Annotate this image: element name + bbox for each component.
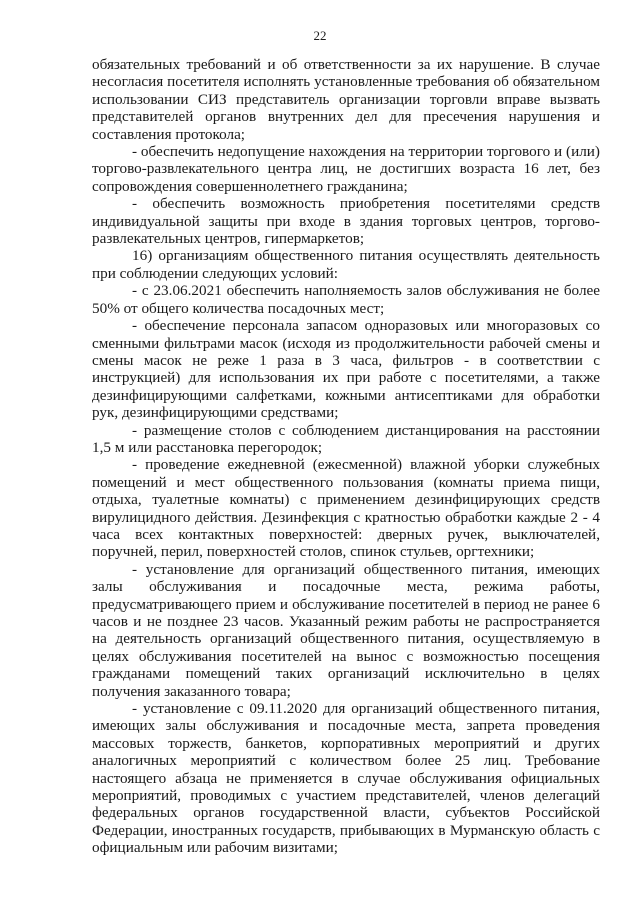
paragraph-bullet-tables: - размещение столов с соблюдением дистанцирования на расстоянии 1,5 м или расстановка перегородок; — [92, 421, 600, 456]
paragraph-bullet-cleaning: - проведение ежедневной (ежесменной) влажной уборки служебных помещений и мест общественного пользования (комнаты приема пищи, отдыха, туалетные комнаты) с применением дезинфицирующих средств вирулицидного действия. Дезинфекция с кратностью обработки каждые 2 - 4 часа всех контактных поверхностей: дверных ручек, выключателей, поручней, перил, поверхностей столов, спинок стульев, оргтехники; — [92, 456, 600, 561]
document-body — [92, 56, 600, 857]
paragraph-continuation: обязательных требований и об ответственности за их нарушение. В случае несогласия посетителя исполнять установленные требования об обязательном использовании СИЗ представитель организации торговли вправе вызвать представителей органов внутренних дел для пресечения нарушения и составления протокола; — [92, 56, 600, 143]
paragraph-bullet-minors: - обеспечить недопущение нахождения на территории торгового и (или) торгово-развлекательного центра лиц, не достигших возраста 16 лет, без сопровождения совершеннолетнего гражданина; — [92, 143, 600, 195]
paragraph-bullet-occupancy: - с 23.06.2021 обеспечить наполняемость залов обслуживания не более 50% от общего количества посадочных мест; — [92, 282, 600, 317]
paragraph-bullet-ppe: - обеспечить возможность приобретения посетителями средств индивидуальной защиты при входе в здания торговых центров, торгово-развлекательных центров, гипермаркетов; — [92, 195, 600, 248]
paragraph-bullet-events: - установление с 09.11.2020 для организаций общественного питания, имеющих залы обслуживания и посадочные места, запрета проведения массовых торжеств, банкетов, корпоративных мероприятий и других аналогичных мероприятий с количеством более 25 лиц. Требование настоящего абзаца не применяется в случае обслуживания официальных мероприятий, проводимых с участием представителей, членов делегаций федеральных органов государственной власти, субъектов Российской Федерации, иностранных государств, прибывающих в Мурманскую область с официальным или рабочим визитами; — [92, 700, 600, 857]
paragraph-bullet-hours: - установление для организаций общественного питания, имеющих залы обслуживания и посадочные места, режима работы, предусматривающего прием и обслуживание посетителей в период не ранее 6 часов и не позднее 23 часов. Указанный режим работы не распространяется на деятельность организаций общественного питания, осуществляемую в целях обслуживания посетителей на вынос с возможностью посещения гражданами помещений таких организаций исключительно в целях получения заказанного товара; — [92, 560, 600, 700]
paragraph-item-16: 16) организациям общественного питания осуществлять деятельность при соблюдении следующих условий: — [92, 247, 600, 282]
page-number: 22 — [313, 28, 327, 43]
paragraph-bullet-masks: - обеспечение персонала запасом одноразовых или многоразовых со сменными фильтрами масок (исходя из продолжительности рабочей смены и смены масок не реже 1 раза в 3 часа, фильтров - в соответствии с инструкцией) для использования их при работе с посетителями, а также дезинфицирующими салфетками, кожными антисептиками для обработки рук, дезинфицирующими средствами; — [92, 317, 600, 422]
